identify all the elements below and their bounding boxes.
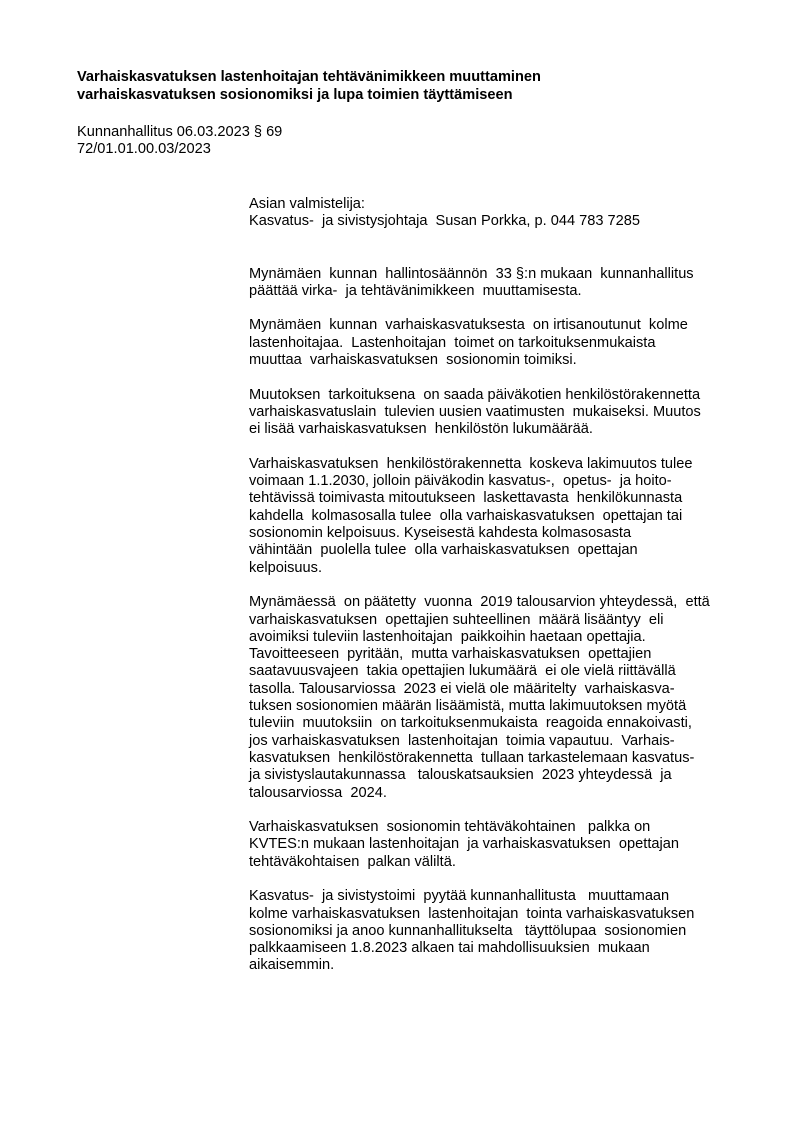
paragraph-line: kolme varhaiskasvatuksen lastenhoitajan tointa varhaiskasvatuksen <box>249 905 695 922</box>
paragraph-line: jos varhaiskasvatuksen lastenhoitajan toimia vapautuu. Varhais- <box>249 732 675 749</box>
paragraph-line: avoimiksi tuleviin lastenhoitajan paikkoihin haetaan opettajia. <box>249 628 646 645</box>
paragraph-line: aikaisemmin. <box>249 957 335 974</box>
paragraph-line: kelpoisuus. <box>249 559 323 576</box>
paragraph-line: kasvatuksen henkilöstörakennetta tullaan tarkastelemaan kasvatus- <box>249 749 695 766</box>
paragraph-line: Muutoksen tarkoituksena on saada päiväkotien henkilöstörakennetta <box>249 386 701 403</box>
paragraph-line: tasolla. Talousarviossa 2023 ei vielä ole määritelty varhaiskasva- <box>249 680 675 697</box>
paragraph-line: kahdella kolmasosalla tulee olla varhaiskasvatuksen opettajan tai <box>249 507 683 524</box>
paragraph-7 <box>249 888 749 974</box>
paragraph-line: varhaiskasvatuksen opettajien suhteellinen määrä lisääntyy eli <box>249 611 664 628</box>
paragraph-line: tuksen sosionomien määrän lisäämistä, mutta lakimuutoksen myötä <box>249 698 687 715</box>
paragraph-line: Varhaiskasvatuksen henkilöstörakennetta koskeva lakimuutos tulee <box>249 455 693 472</box>
paragraph-line: tuleviin muutoksiin on tarkoituksenmukaista reagoida ennakoivasti, <box>249 715 692 732</box>
paragraph-line: palkkaamiseen 1.8.2023 alkaen tai mahdollisuuksien mukaan <box>249 940 650 957</box>
paragraph-line: tehtävissä toimivasta mitoutukseen laskettavasta henkilökunnasta <box>249 490 683 507</box>
paragraph-line: varhaiskasvatuslain tulevien uusien vaatimusten mukaiseksi. Muutos <box>249 403 701 420</box>
paragraph-line: saatavuusvajeen takia opettajien lukumäärä ei ole vielä riittävällä <box>249 663 676 680</box>
paragraph-line: talousarviossa 2024. <box>249 784 387 801</box>
meeting-reference: Kunnanhallitus 06.03.2023 § 69 <box>77 124 283 140</box>
paragraph-line: vähintään puolella tulee olla varhaiskasvatuksen opettajan <box>249 542 638 559</box>
paragraph-line: päättää virka- ja tehtävänimikkeen muuttamisesta. <box>249 282 582 299</box>
paragraph-6 <box>249 819 749 871</box>
document-body <box>249 196 749 992</box>
paragraph-line: Mynämäen kunnan varhaiskasvatuksesta on irtisanoutunut kolme <box>249 317 688 334</box>
paragraph-line: tehtäväkohtaisen palkan väliltä. <box>249 853 456 870</box>
document-title <box>77 69 737 105</box>
paragraph-line: lastenhoitajaa. Lastenhoitajan toimet on tarkoituksenmukaista <box>249 334 656 351</box>
paragraph-line: sosionomin kelpoisuus. Kyseisestä kahdesta kolmasosasta <box>249 525 632 542</box>
paragraph-2 <box>249 317 749 369</box>
preparer-block <box>249 196 749 231</box>
paragraph-line: Mynämäen kunnan hallintosäännön 33 §:n mukaan kunnanhallitus <box>249 265 694 282</box>
paragraph-line: Varhaiskasvatuksen sosionomin tehtäväkohtainen palkka on <box>249 819 651 836</box>
paragraph-line: Kasvatus- ja sivistystoimi pyytää kunnanhallitusta muuttamaan <box>249 888 670 905</box>
document-title-line-1: Varhaiskasvatuksen lastenhoitajan tehtävänimikkeen muuttaminen <box>77 69 541 85</box>
paragraph-1 <box>249 266 749 301</box>
paragraph-3 <box>249 387 749 439</box>
paragraph-line: ja sivistyslautakunnassa talouskatsauksien 2023 yhteydessä ja <box>249 767 672 784</box>
paragraph-line: muuttaa varhaiskasvatuksen sosionomin toimiksi. <box>249 352 577 369</box>
paragraph-5 <box>249 594 749 802</box>
paragraph-line: Mynämäessä on päätetty vuonna 2019 talousarvion yhteydessä, että <box>249 594 710 611</box>
paragraph-line: ei lisää varhaiskasvatuksen henkilöstön lukumäärää. <box>249 421 593 438</box>
record-number: 72/01.01.00.03/2023 <box>77 141 211 158</box>
paragraph-4 <box>249 456 749 577</box>
meeting-info <box>77 124 477 159</box>
preparer-name: Kasvatus- ja sivistysjohtaja Susan Porkka, p. 044 783 7285 <box>249 213 641 230</box>
document-title-line-2: varhaiskasvatuksen sosionomiksi ja lupa toimien täyttämiseen <box>77 86 513 103</box>
paragraph-line: voimaan 1.1.2030, jolloin päiväkodin kasvatus-, opetus- ja hoito- <box>249 473 672 490</box>
preparer-label: Asian valmistelija: <box>249 196 365 212</box>
paragraph-line: KVTES:n mukaan lastenhoitajan ja varhaiskasvatuksen opettajan <box>249 836 679 853</box>
paragraph-line: Tavoitteeseen pyritään, mutta varhaiskasvatuksen opettajien <box>249 646 652 663</box>
paragraph-line: sosionomiksi ja anoo kunnanhallitukselta täyttölupaa sosionomien <box>249 922 687 939</box>
